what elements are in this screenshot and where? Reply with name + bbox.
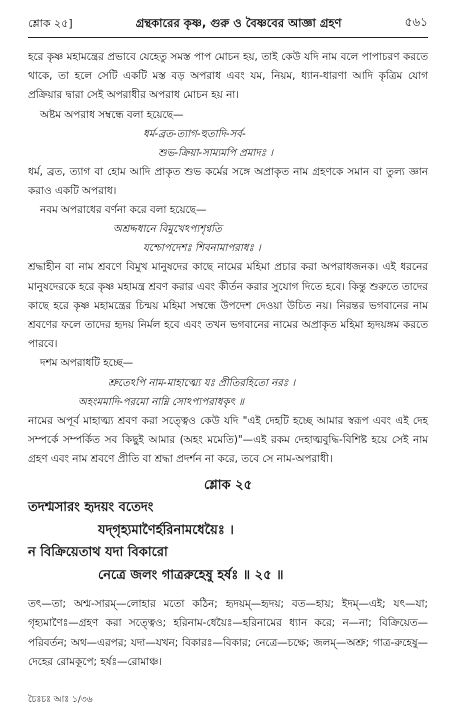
sanskrit-quote-line: অহংমমাদি-পরমো নাম্নি সোঽপ্যপরাধকৃৎ ॥: [78, 396, 245, 408]
page-footer-signature: চৈঃচঃ আঃ ১/৩৬: [28, 695, 93, 705]
verse-line: তদশ্মসারং হৃদয়ং বতেদং: [28, 500, 154, 516]
paragraph: দশম অপরাধটি হচ্ছে—: [40, 357, 134, 370]
sanskrit-quote-line: অশ্রদ্দধানে বিমুখেঽপ্যশৃণ্বতি: [113, 224, 222, 236]
sanskrit-quote-line: যশ্চোপদেশঃ শিবনামাপরাধঃ ।: [143, 243, 261, 255]
page-header: [28, 14, 428, 38]
verse-line: ন বিক্রিয়েতাথ যদা বিকারো: [28, 545, 168, 561]
sanskrit-quote-line: ধর্ম-ব্রত-ত্যাগ-হুতাদি-সর্ব-: [143, 128, 246, 140]
sanskrit-quote-line: শুভ-ক্রিয়া-সাম্যমপি প্রমাদঃ ।: [158, 147, 274, 159]
paragraph: নবম অপরাধের বর্ণনা করে বলা হয়েছে—: [40, 204, 207, 217]
paragraph: অষ্টম অপরাধ সম্বন্ধে বলা হয়েছে—: [40, 108, 184, 121]
paragraph: ধর্ম, ব্রত, ত্যাগ বা হোম আদি প্রাকৃত শুভ কর্মের সঙ্গে অপ্রাকৃত নাম গ্রহণকে সমান বা তুল্য জ্ঞান করাও একটি অপরাধ।: [28, 165, 428, 198]
word-for-word-gloss: তৎ—তা; অশ্ম-সারম্—লোহার মতো কঠিন; হৃদয়ম্—হৃদয়; বত—হায়; ইদম্—এই; যৎ—যা; গৃহ্যমাণৈঃ—গ্রহণ করা সত্ত্বেও; হরিনাম-ধেয়ৈঃ—হরিনামের ধ্যান করে; ন—না; বিক্রিয়েত—পরিবর্তন; অথ—এরপর; যদা—যখন; বিকারঃ—বিকার; নেত্রে—চক্ষে; জলম্—অশ্রু; গাত্র-রুহেষু—দেহের রোমকূপে; হর্ষঃ—রোমাঞ্চ।: [28, 598, 428, 668]
page-number: ৫৬১: [404, 15, 428, 29]
verse-line: নেত্রে জলং গাত্ররুহেষু হর্ষঃ ॥ ২৫ ॥: [98, 567, 284, 583]
page-body: [28, 48, 428, 469]
paragraph: শ্রদ্ধাহীন বা নাম শ্রবণে বিমুখ মানুষদের কাছে নামের মহিমা প্রচার করা অপরাধজনক। এই ধরনের মানুষদেরকে হরে কৃষ্ণ মহামন্ত্র শ্রবণ করার এবং কীর্তন করার সুযোগ দিতে হবে। কিন্তু শুরুতে তাদের কাছে হরে কৃষ্ণ মহামন্ত্রের চিন্ময় মহিমা সম্বন্ধে উপদেশ দেওয়া উচিত নয়। নিরন্তর ভগবানের নাম শ্রবণের ফলে তাদের হৃদয় নির্মল হবে এবং তখন ভগবানের নামের অপ্রাকৃত মহিমা হৃদয়ঙ্গম করতে পারবে।: [28, 261, 428, 351]
sanskrit-quote-line: শ্রুতেঽপি নাম-মাহাত্ম্যে যঃ প্রীতিরহিতো নরঃ ।: [108, 377, 296, 389]
book-page: [28, 14, 428, 682]
verse-heading: শ্লোক ২৫: [203, 478, 253, 494]
header-chapter-title: গ্রন্থকারের কৃষ্ণ, গুরু ও বৈষ্ণবের আজ্ঞা গ্রহণ: [135, 16, 342, 30]
paragraph: নামের অপূর্ব মাহাত্ম্য শ্রবণ করা সত্ত্বেও কেউ যদি "এই দেহটি হচ্ছে আমার স্বরূপ এবং এই দেহ সম্পর্কে সম্পর্কিত সব কিছুই আমার (অহং মমেতি)"—এই রকম দেহাত্মবুদ্ধি-বিশিষ্ট হয়ে সেই নাম গ্রহণ এবং নাম শ্রবণে প্রীতি বা শ্রদ্ধা প্রদর্শন না করে, তবে সে নাম-অপরাধী।: [28, 414, 428, 466]
paragraph: হরে কৃষ্ণ মহামন্ত্রের প্রভাবে যেহেতু সমস্ত পাপ মোচন হয়, তাই কেউ যদি নাম বলে পাপাচরণ করতে থাকে, তা হলে সেটি একটি মস্ত বড় অপরাধ এবং যম, নিয়ম, ধ্যান-ধারণা আদি কৃত্রিম যোগ প্রক্রিয়ার দ্বারা সেই অপরাধীর অপরাধ মোচন হয় না।: [28, 51, 428, 102]
verse-line: যদ্‌গৃহ্যমাণৈর্হরিনামধেয়ৈঃ ।: [98, 522, 234, 538]
header-verse-ref: শ্লোক ২৫]: [28, 17, 73, 30]
